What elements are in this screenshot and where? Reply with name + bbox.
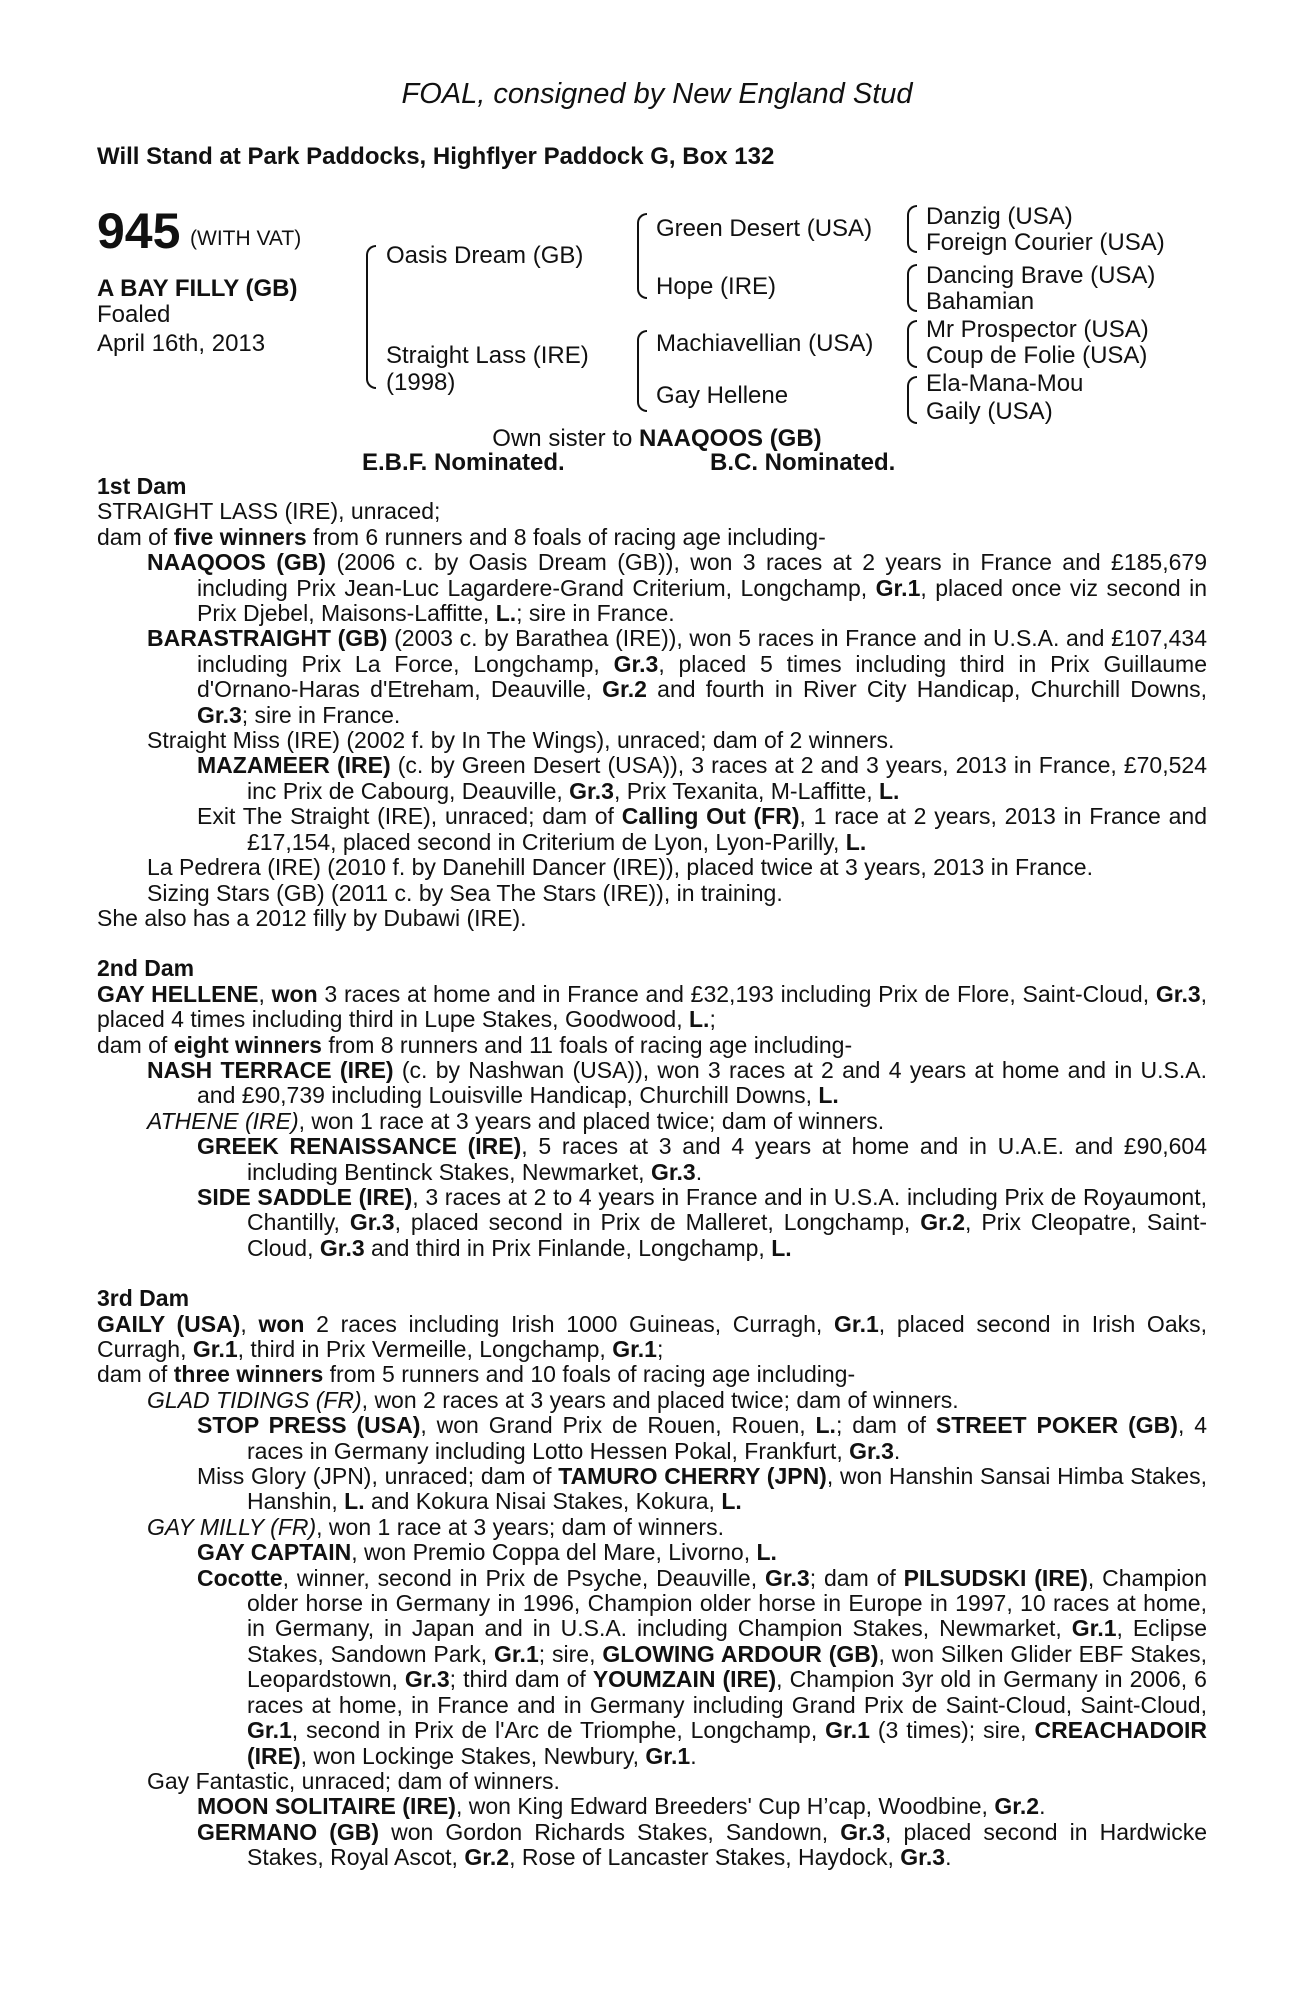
catalogue-entry: MAZAMEER (IRE) (c. by Green Desert (USA)), 3 races at 2 and 3 years, 2013 in France, £70,524 inc Prix de Cabourg, Deauville, Gr.3, Prix Texanita, M-Laffitte, L. xyxy=(197,752,1207,804)
lot-number: 945 xyxy=(97,203,181,259)
foaled-label: Foaled xyxy=(97,301,171,328)
section-heading: 1st Dam xyxy=(97,473,187,499)
brace-gen3-4 xyxy=(907,376,917,424)
catalogue-entry: STOP PRESS (USA), won Grand Prix de Rouen, Rouen, L.; dam of STREET POKER (GB), 4 races in Germany including Lotto Hessen Pokal, Frankfurt, Gr.3. xyxy=(197,1412,1208,1464)
catalogue-entry: BARASTRAIGHT (GB) (2003 c. by Barathea (IRE)), won 5 races in France and in U.S.A. and £107,434 including Prix La Force, Longchamp, Gr.3, placed 5 times including third in Prix Guillaume d'Ornano-Haras d'Etreham, Deauville, Gr.2 and fourth in River City Handicap, Churchill Downs, Gr.3; sire in France. xyxy=(147,625,1208,728)
pedigree-sire: Oasis Dream (GB) xyxy=(386,242,584,269)
pedigree-dam-year: (1998) xyxy=(386,369,456,396)
catalogue-entry: GLAD TIDINGS (FR), won 2 races at 3 years and placed twice; dam of winners. xyxy=(147,1386,959,1413)
catalogue-entry: MOON SOLITAIRE (IRE), won King Edward Breeders' Cup H’cap, Woodbine, Gr.2. xyxy=(197,1793,1046,1820)
catalogue-entry: SIDE SADDLE (IRE), 3 races at 2 to 4 years in France and in U.S.A. including Prix de Royaumont, Chantilly, Gr.3, placed second in Prix de Malleret, Longchamp, Gr.2, Prix Cleopatre, Saint-Cloud, Gr.3 and third in Prix Finlande, Longchamp, L. xyxy=(197,1183,1208,1261)
page-title: FOAL, consigned by New England Stud xyxy=(401,78,913,110)
pedigree-gen2-2: Hope (IRE) xyxy=(656,273,777,300)
stand-location: Will Stand at Park Paddocks, Highflyer Paddock G, Box 132 xyxy=(97,143,775,170)
ebf-nominated: E.B.F. Nominated. xyxy=(362,449,565,476)
catalogue-entry: La Pedrera (IRE) (2010 f. by Danehill Dancer (IRE)), placed twice at 3 years, 2013 in France. xyxy=(147,854,1093,881)
pedigree-gen2-1: Green Desert (USA) xyxy=(656,215,873,242)
catalogue-entry: GREEK RENAISSANCE (IRE), 5 races at 3 and 4 years at home and in U.A.E. and £90,604 including Bentinck Stakes, Newmarket, Gr.3. xyxy=(197,1133,1208,1185)
foaled-date: April 16th, 2013 xyxy=(97,330,266,357)
catalogue-entry: Gay Fantastic, unraced; dam of winners. xyxy=(147,1767,560,1794)
catalogue-entry: GAY HELLENE, won 3 races at home and in France and £32,193 including Prix de Flore, Saint-Cloud, Gr.3, placed 4 times including third in Lupe Stakes, Goodwood, L.; xyxy=(97,980,1208,1033)
pedigree-dam: Straight Lass (IRE) xyxy=(386,342,589,369)
catalogue-entry: Straight Miss (IRE) (2002 f. by In The Wings), unraced; dam of 2 winners. xyxy=(147,727,895,754)
catalogue-entry: dam of three winners from 5 runners and 10 foals of racing age including- xyxy=(97,1361,856,1388)
pedigree-gen2-3: Machiavellian (USA) xyxy=(656,330,874,357)
section-gap xyxy=(97,1261,1207,1286)
pedigree-gen3-3: Dancing Brave (USA) xyxy=(926,262,1156,289)
catalogue-entry: GAILY (USA), won 2 races including Irish 1000 Guineas, Curragh, Gr.1, placed second in Irish Oaks, Curragh, Gr.1, third in Prix Vermeille, Longchamp, Gr.1; xyxy=(97,1310,1208,1362)
own-sister-prefix: Own sister to xyxy=(492,425,640,452)
catalogue-entry: Miss Glory (JPN), unraced; dam of TAMURO CHERRY (JPN), won Hanshin Sansai Himba Stakes, Hanshin, L. and Kokura Nisai Stakes, Kokura, L. xyxy=(197,1463,1207,1515)
pedigree-gen2-4: Gay Hellene xyxy=(656,382,789,409)
catalogue-entry: NAAQOOS (GB) (2006 c. by Oasis Dream (GB)), won 3 races at 2 years in France and £185,679 including Prix Jean-Luc Lagardere-Grand Criterium, Longchamp, Gr.1, placed once viz second in Prix Djebel, Maisons-Laffitte, L.; sire in France. xyxy=(147,549,1207,627)
brace-gen2-sire xyxy=(637,213,647,299)
pedigree-gen3-6: Coup de Folie (USA) xyxy=(926,342,1148,369)
catalogue-entry: Sizing Stars (GB) (2011 c. by Sea The Stars (IRE)), in training. xyxy=(147,879,783,906)
brace-gen3-1 xyxy=(907,205,917,253)
catalogue-entry: GAY CAPTAIN, won Premio Coppa del Mare, Livorno, L. xyxy=(197,1539,777,1566)
pedigree-gen3-7: Ela-Mana-Mou xyxy=(926,370,1084,397)
catalogue-entry: dam of five winners from 6 runners and 8 foals of racing age including- xyxy=(97,523,826,550)
catalogue-entry: She also has a 2012 filly by Dubawi (IRE). xyxy=(97,904,527,931)
catalogue-entry: dam of eight winners from 8 runners and 11 foals of racing age including- xyxy=(97,1031,853,1058)
brace-gen1 xyxy=(366,245,376,389)
brace-gen3-3 xyxy=(907,320,917,368)
pedigree-gen3-4: Bahamian xyxy=(926,288,1035,315)
pedigree-gen3-2: Foreign Courier (USA) xyxy=(926,229,1165,256)
brace-gen3-2 xyxy=(907,264,917,312)
brace-gen2-dam xyxy=(637,330,647,412)
catalogue-entry: NASH TERRACE (IRE) (c. by Nashwan (USA)), won 3 races at 2 and 4 years at home and in U.S.A. and £90,739 including Louisville Handicap, Churchill Downs, L. xyxy=(147,1056,1207,1109)
catalogue-entry: Cocotte, winner, second in Prix de Psyche, Deauville, Gr.3; dam of PILSUDSKI (IRE), Champion older horse in Germany in 1996, Champion older horse in Europe in 1997, 10 races at home, in Germany, in Japan and in U.S.A. including Champion Stakes, Newmarket, Gr.1, Eclipse Stakes, Sandown Park, Gr.1; sire, GLOWING ARDOUR (GB), won Silken Glider EBF Stakes, Leopardstown, Gr.3; third dam of YOUMZAIN (IRE), Champion 3yr old in Germany in 2006, 6 races at home, in France and in Germany including Grand Prix de Saint-Cloud, Saint-Cloud, Gr.1, second in Prix de l'Arc de Triomphe, Longchamp, Gr.1 (3 times); sire, CREACHADOIR (IRE), won Lockinge Stakes, Newbury, Gr.1. xyxy=(197,1564,1207,1769)
section-heading: 3rd Dam xyxy=(97,1285,190,1312)
lot-name: A BAY FILLY (GB) xyxy=(97,275,298,302)
catalogue-body xyxy=(97,474,1207,1871)
catalogue-entry: GAY MILLY (FR), won 1 race at 3 years; dam of winners. xyxy=(147,1513,724,1540)
own-sister-note xyxy=(0,425,1314,453)
catalogue-entry: STRAIGHT LASS (IRE), unraced; xyxy=(97,498,441,525)
vat-note: (WITH VAT) xyxy=(190,227,302,250)
pedigree-gen3-5: Mr Prospector (USA) xyxy=(926,316,1149,343)
catalogue-entry: ATHENE (IRE), won 1 race at 3 years and placed twice; dam of winners. xyxy=(147,1107,885,1134)
pedigree-gen3-1: Danzig (USA) xyxy=(926,203,1073,230)
own-sister-name: NAAQOOS (GB) xyxy=(639,425,822,452)
bc-nominated: B.C. Nominated. xyxy=(710,449,896,476)
section-heading: 2nd Dam xyxy=(97,955,195,982)
pedigree-gen3-8: Gaily (USA) xyxy=(926,398,1053,425)
catalogue-entry: GERMANO (GB) won Gordon Richards Stakes, Sandown, Gr.3, placed second in Hardwicke Stakes, Royal Ascot, Gr.2, Rose of Lancaster Stakes, Haydock, Gr.3. xyxy=(197,1818,1207,1871)
catalogue-entry: Exit The Straight (IRE), unraced; dam of Calling Out (FR), 1 race at 2 years, 2013 in France and £17,154, placed second in Criterium de Lyon, Lyon-Parilly, L. xyxy=(197,803,1207,855)
section-gap xyxy=(97,931,1207,956)
